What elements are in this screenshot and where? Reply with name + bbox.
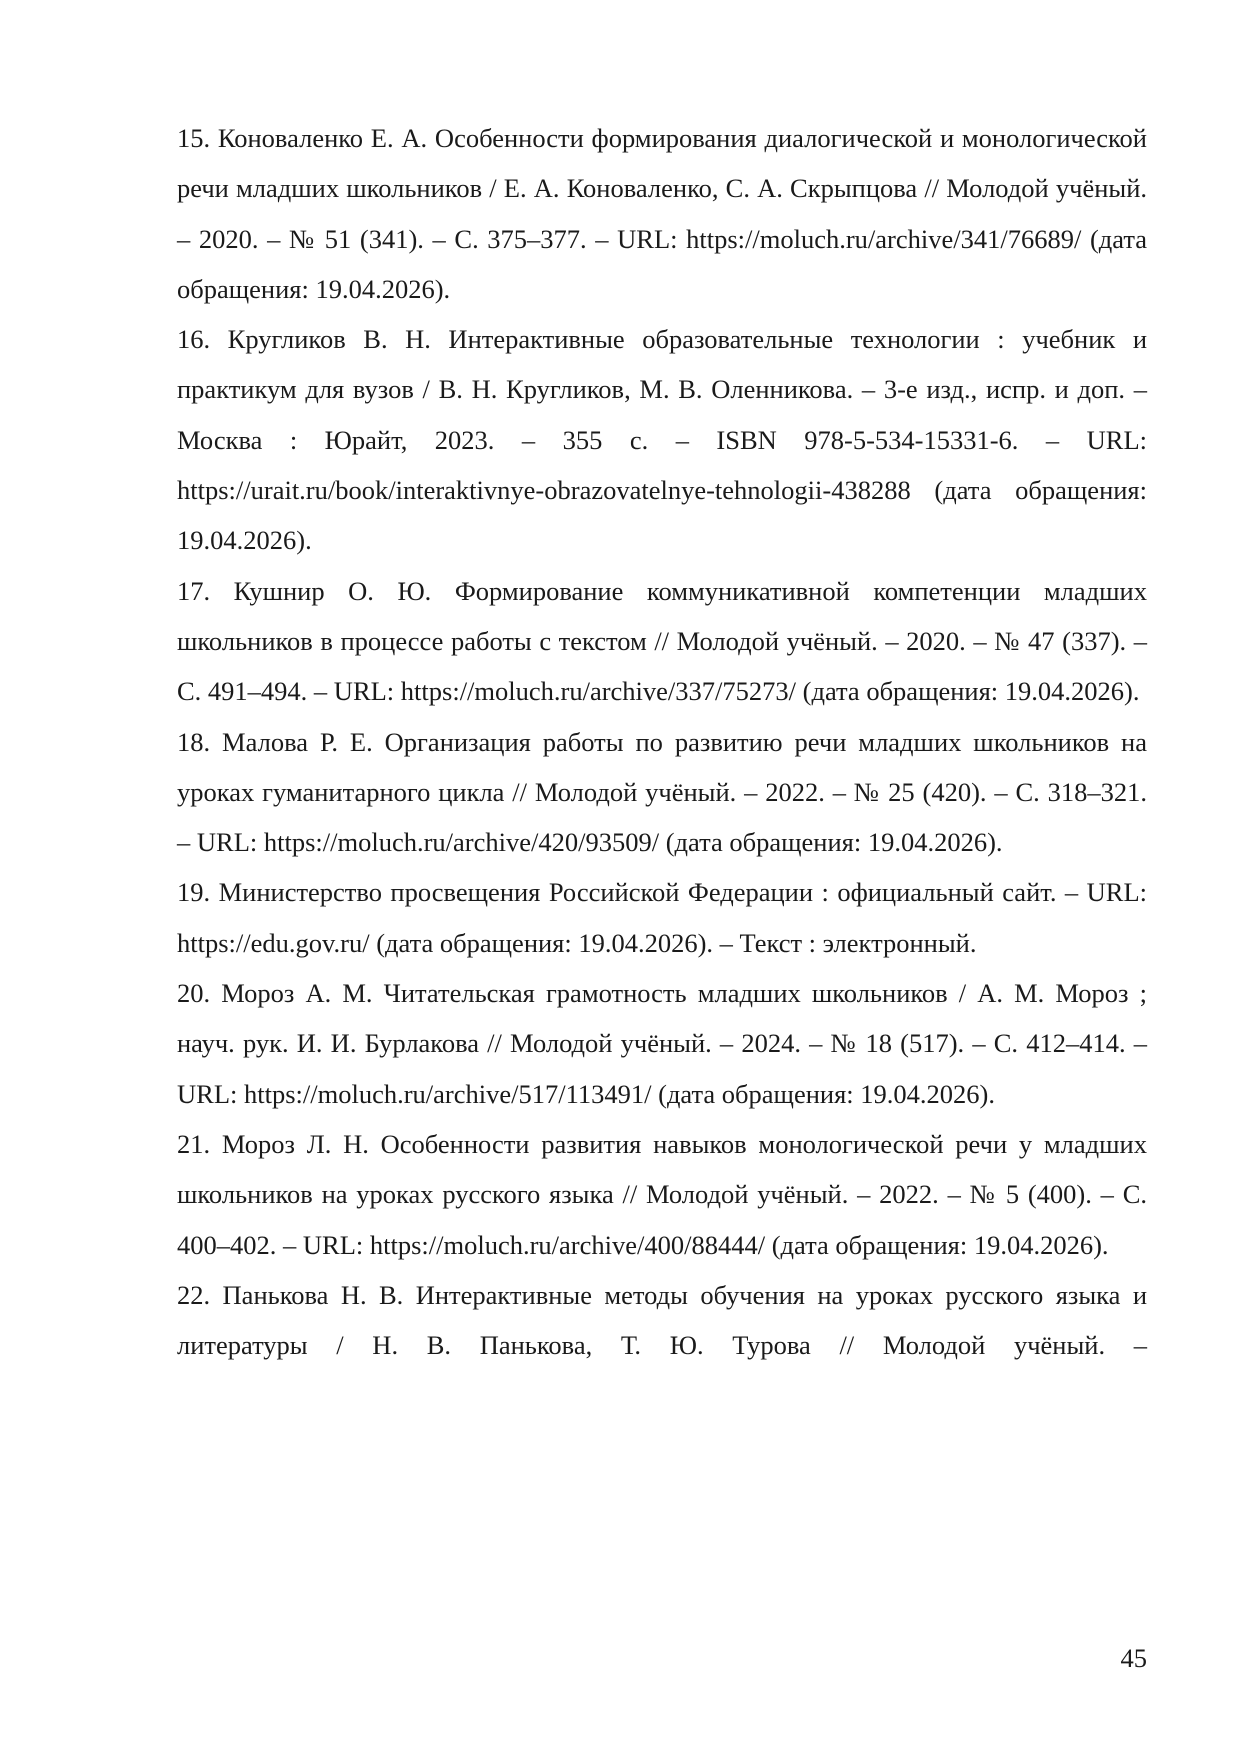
reference-item-20: 20. Мороз А. М. Читательская грамотность младших школьников / А. М. Мороз ; науч. рук. И. И. Бурлакова // Молодой учёный. – 2024. – № 18 (517). – С. 412–414. – URL: https://moluch.ru/archive/517/113491/ (дата обращения: 19.04.2026).: [177, 978, 1147, 1109]
reference-item-16: 16. Кругликов В. Н. Интерактивные образовательные технологии : учебник и практикум для вузов / В. Н. Кругликов, М. В. Оленникова. – 3-е изд., испр. и доп. – Москва : Юрайт, 2023. – 355 с. – ISBN 978-5-534-15331-6. – URL: https://urait.ru/book/interaktivnye-obrazovatelnye-tehnologii-438288 (дата обращения: 19.04.2026).: [177, 324, 1147, 556]
page-number: 45: [1120, 1643, 1147, 1673]
reference-item-21: 21. Мороз Л. Н. Особенности развития навыков монологической речи у младших школьников на уроках русского языка // Молодой учёный. – 2022. – № 5 (400). – С. 400–402. – URL: https://moluch.ru/archive/400/88444/ (дата обращения: 19.04.2026).: [177, 1128, 1147, 1260]
reference-item-15: 15. Коноваленко Е. А. Особенности формирования диалогической и монологической речи младших школьников / Е. А. Коноваленко, С. А. Скрыпцова // Молодой учёный. – 2020. – № 51 (341). – С. 375–377. – URL: https://moluch.ru/archive/341/76689/ (дата обращения: 19.04.2026).: [177, 123, 1147, 304]
reference-list: [177, 113, 1147, 1370]
reference-item-17: 17. Кушнир О. Ю. Формирование коммуникативной компетенции младших школьников в процессе работы с текстом // Молодой учёный. – 2020. – № 47 (337). – С. 491–494. – URL: https://moluch.ru/archive/337/75273/ (дата обращения: 19.04.2026).: [177, 575, 1147, 707]
reference-item-22: 22. Панькова Н. В. Интерактивные методы обучения на уроках русского языка и литературы / Н. В. Панькова, Т. Ю. Турова // Молодой учёный. –: [177, 1279, 1147, 1361]
reference-item-19: 19. Министерство просвещения Российской Федерации : официальный сайт. – URL: https://edu.gov.ru/ (дата обращения: 19.04.2026). – Текст : электронный.: [177, 877, 1147, 958]
reference-item-18: 18. Малова Р. Е. Организация работы по развитию речи младших школьников на уроках гуманитарного цикла // Молодой учёный. – 2022. – № 25 (420). – С. 318–321. – URL: https://moluch.ru/archive/420/93509/ (дата обращения: 19.04.2026).: [177, 726, 1147, 858]
